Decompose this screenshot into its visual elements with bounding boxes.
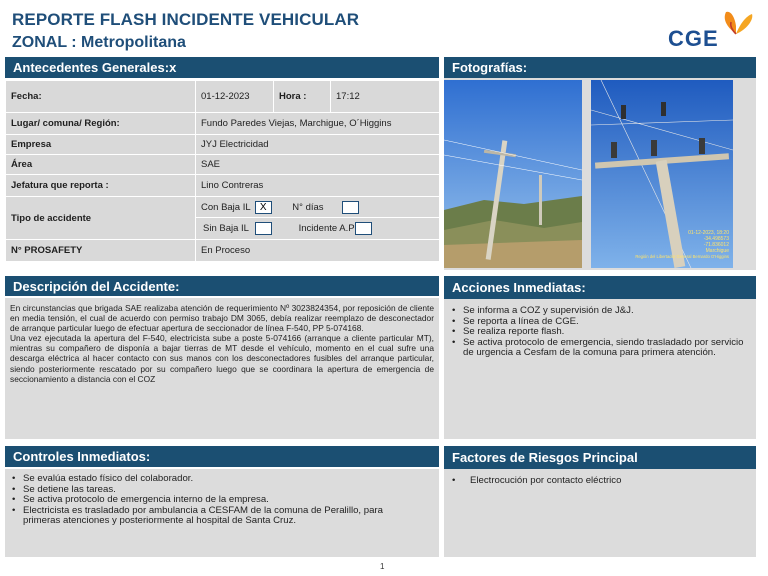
logo-text: CGE	[668, 26, 719, 51]
cge-logo	[668, 8, 760, 52]
jefatura-label: Jefatura que reporta :	[6, 175, 196, 197]
factores-item: • Electrocución por contacto eléctrico	[450, 476, 750, 487]
antecedentes-table	[5, 80, 440, 262]
fecha-value: 01-12-2023	[196, 81, 274, 113]
controles-item: • Se activa protocolo de emergencia interno de la empresa.	[10, 495, 410, 506]
incidente-label: Incidente A.P	[298, 223, 355, 235]
butterfly-icon	[716, 8, 756, 38]
prosafety-label: N° PROSAFETY	[6, 240, 196, 262]
acciones-list	[450, 306, 754, 359]
controles-list	[10, 474, 410, 527]
row-jefatura	[6, 175, 440, 197]
descripcion-header: Descripción del Accidente:	[5, 276, 439, 296]
row-tipo-1	[6, 197, 440, 218]
tipo-row-2	[196, 218, 440, 240]
row-fecha	[6, 81, 440, 113]
n-dias-box[interactable]	[342, 201, 359, 214]
controles-item: • Se evalúa estado físico del colaborador.	[10, 474, 410, 485]
crossarm-photo	[591, 80, 733, 268]
factores-list	[450, 476, 750, 487]
sin-baja-label: Sin Baja IL	[203, 223, 249, 235]
hora-label: Hora :	[274, 81, 331, 113]
con-baja-checkbox[interactable]: X	[255, 201, 272, 214]
acciones-item: • Se reporta a línea de CGE.	[450, 317, 754, 328]
area-label: Área	[6, 155, 196, 175]
antecedentes-header: Antecedentes Generales:x	[5, 57, 439, 78]
row-area	[6, 155, 440, 175]
descripcion-text	[10, 303, 434, 384]
row-lugar	[6, 113, 440, 135]
acciones-header: Acciones Inmediatas:	[444, 276, 756, 299]
row-prosafety	[6, 240, 440, 262]
jefatura-value: Lino Contreras	[196, 175, 440, 197]
zonal-subtitle: ZONAL : Metropolitana	[12, 34, 186, 51]
pole-landscape-photo	[444, 80, 582, 268]
page-number: 1	[380, 562, 385, 571]
photo-stamp-line5: Región del Libertador General Bernardo O'Higgins	[635, 254, 729, 259]
photo-stamp-line1: 01-12-2023, 18:20	[688, 230, 729, 236]
empresa-label: Empresa	[6, 135, 196, 155]
photo-stamp-line2: -34.498573	[703, 236, 729, 242]
controles-item: • Electricista es trasladado por ambulancia a CESFAM de la comuna de Peralillo, para primeras atenciones y posteriormente al hospital de Santa Cruz.	[10, 506, 410, 527]
report-title: REPORTE FLASH INCIDENTE VEHICULAR	[12, 10, 360, 29]
factores-header: Factores de Riesgos Principal	[444, 446, 756, 469]
controles-header: Controles Inmediatos:	[5, 446, 439, 467]
prosafety-value: En Proceso	[196, 240, 440, 262]
photo-stamp-line4: Marchigue	[705, 248, 729, 254]
descripcion-p2: Una vez ejecutada la apertura del F-540, electricista sube a poste 5-074166 (arranque a cliente particular MT), mientras su compañero de disponía a bajar tierras de MT desde el vehículo, momento en el cual sufre una descarga eléctrica al hacer contacto con sus manos con los desconectadores fusibles del arranque particular, siendo posteriormente rescatado por su compañero luego que se coordinara la apertura de emergencia de seccionamiento a distancia con el COZ	[10, 333, 434, 384]
fotografias-header: Fotografías:	[444, 57, 756, 78]
acciones-item: • Se activa protocolo de emergencia, siendo trasladado por servicio de urgencia a Cesfam de la comuna para primera atención.	[450, 338, 754, 359]
descripcion-p1: En circunstancias que brigada SAE realizaba atención de requerimiento Nº 3023824354, por reposición de cliente en media tensión, el cual de acuerdo con permiso trabajo DM 3065, debía realizar reemplazo de desconectador de arranque particular luego de efectuar apertura de seccionador de línea F-540, PP 5-074168.	[10, 303, 434, 334]
acciones-item: • Se informa a COZ y supervisión de J&J.	[450, 306, 754, 317]
fecha-label: Fecha:	[6, 81, 196, 113]
hora-value: 17:12	[331, 81, 440, 113]
n-dias-label: N° días	[292, 201, 324, 213]
incidente-checkbox[interactable]	[355, 222, 372, 235]
acciones-item: • Se realiza reporte flash.	[450, 327, 754, 338]
row-empresa	[6, 135, 440, 155]
area-value: SAE	[196, 155, 440, 175]
sin-baja-checkbox[interactable]	[255, 222, 272, 235]
con-baja-label: Con Baja IL	[201, 201, 251, 213]
empresa-value: JYJ Electricidad	[196, 135, 440, 155]
tipo-label: Tipo de accidente	[6, 197, 196, 240]
tipo-row-1	[196, 197, 440, 218]
controles-item: • Se detiene las tareas.	[10, 485, 410, 496]
lugar-value: Fundo Paredes Viejas, Marchigue, O´Higgins	[196, 113, 440, 135]
photo-stamp-line3: -71.836012	[703, 242, 729, 248]
lugar-label: Lugar/ comuna/ Región:	[6, 113, 196, 135]
